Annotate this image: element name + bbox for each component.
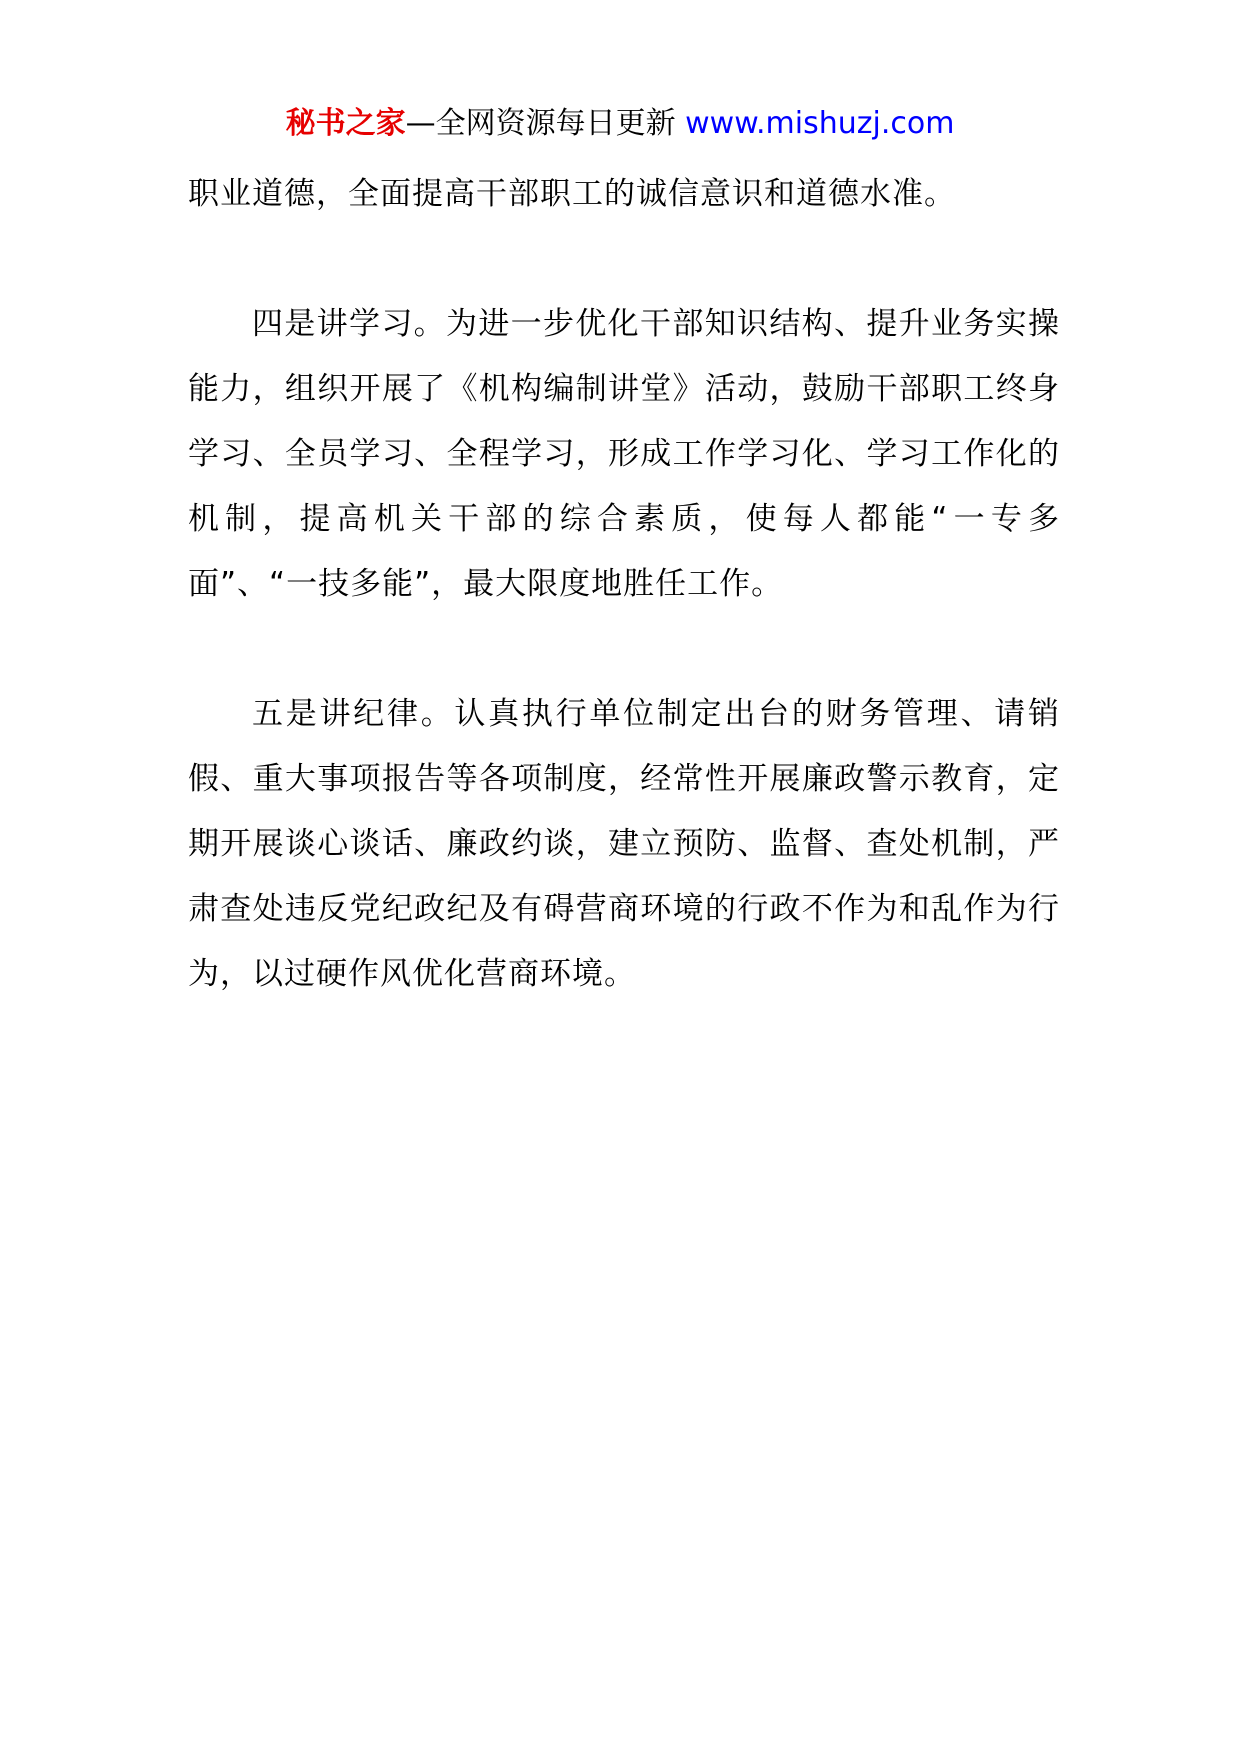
paragraph-study: 四是讲学习。为进一步优化干部知识结构、提升业务实操能力，组织开展了《机构编制讲堂》活动，鼓励干部职工终身学习、全员学习、全程学习，形成工作学习化、学习工作化的机制，提高机关干部的综合素质，使每人都能“一专多面”、“一技多能”，最大限度地胜任工作。 xyxy=(188,306,1060,602)
page-header xyxy=(0,100,1240,148)
header-tagline: —全网资源每日更新 xyxy=(405,106,676,141)
paragraph-spacer xyxy=(188,227,1060,292)
paragraph-spacer xyxy=(188,617,1060,682)
paragraph-discipline: 五是讲纪律。认真执行单位制定出台的财务管理、请销假、重大事项报告等各项制度，经常性开展廉政警示教育，定期开展谈心谈话、廉政约谈，建立预防、监督、查处机制，严肃查处违反党纪政纪及有碍营商环境的行政不作为和乱作为行为，以过硬作风优化营商环境。 xyxy=(188,696,1060,992)
website-link[interactable]: www.mishuzj.com xyxy=(685,106,955,141)
document-body xyxy=(188,162,1060,1007)
paragraph-continuation: 职业道德，全面提高干部职工的诚信意识和道德水准。 xyxy=(188,176,956,212)
brand-name: 秘书之家 xyxy=(285,106,406,141)
